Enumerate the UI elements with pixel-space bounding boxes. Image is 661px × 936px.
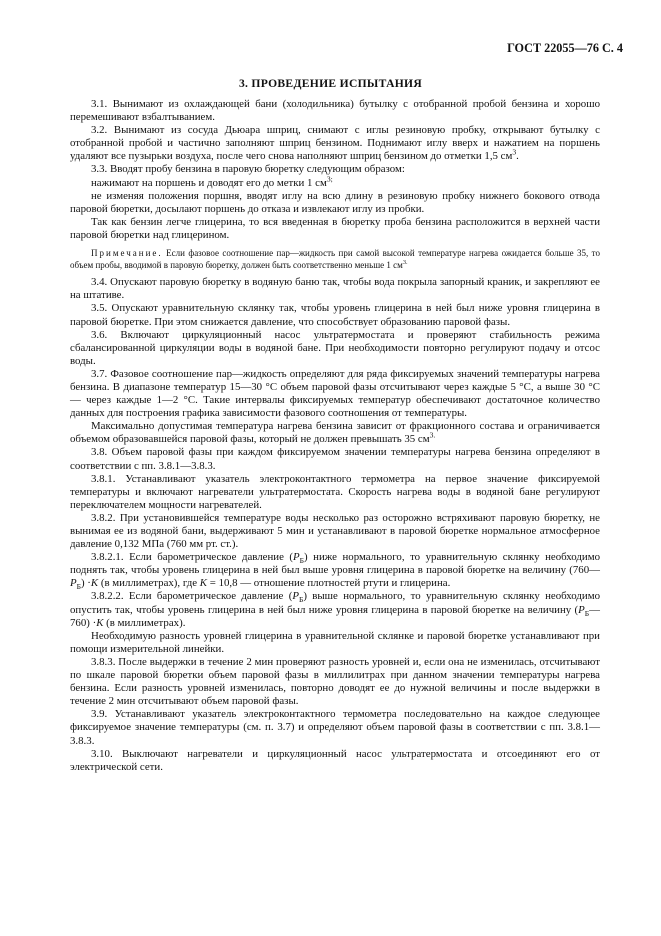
paragraph-3-9: 3.9. Устанавливают указатель электроконтактного термометра последовательно на каждое следующее фиксируемое значение температуры (см. п. 3.7) и определяют объем паровой фазы в соответствии с пп. 3.8.1—3.8.3. bbox=[70, 708, 600, 747]
paragraph-3-10: 3.10. Выключают нагреватели и циркуляционный насос ультратермостата и отсоединяют его от электрической сети. bbox=[70, 747, 600, 773]
paragraph-3-8: 3.8. Объем паровой фазы при каждом фиксируемом значении температуры нагрева бензина определяют в соответствии с пп. 3.8.1—3.8.3. bbox=[70, 446, 600, 472]
page-header: ГОСТ 22055—76 С. 4 bbox=[507, 41, 623, 55]
paragraph-3-3-note: Так как бензин легче глицерина, то вся введенная в бюретку проба бензина расположится в верхней части паровой бюретки над глицерином. bbox=[70, 215, 600, 241]
paragraph-3-8-2-1: 3.8.2.1. Если барометрическое давление $(P_Б)$ ниже нормального, то уравнительную склянку необходимо поднять так, чтобы уровень глицерина в ней был выше уровня глицерина в паровой бюретке на величину $(760—P_Б) \cdot K$ (в миллиметрах), где K = 10,8 — отношение плотностей ртути и глицерина. bbox=[70, 551, 600, 592]
document-body bbox=[70, 98, 600, 774]
paragraph-3-8-1: 3.8.1. Устанавливают указатель электроконтактного термометра на первое значение фиксируемой температуры и включают нагреватели ультратермостата. Скорость нагрева воды в водяной бане регулируют переключателем мощности нагревателей. bbox=[70, 472, 600, 511]
paragraph-3-1: 3.1. Вынимают из охлаждающей бани (холодильника) бутылку с отобранной пробой бензина и хорошо перемешивают взбалтыванием. bbox=[70, 98, 600, 124]
note-label: Примечание. bbox=[91, 248, 163, 259]
paragraph-3-3-step-2: не изменяя положения поршня, вводят иглу на всю длину в резиновую пробку нижнего бокового отвода паровой бюретки, досылают поршень до отказа и извлекают иглу из пробки. bbox=[70, 189, 600, 215]
paragraph-3-8-3: 3.8.3. После выдержки в течение 2 мин проверяют разность уровней и, если она не изменилась, отсчитывают по шкале паровой бюретки объем паровой фазы в миллилитрах при данном значении температуры нагрева бензина. Если разность уровней изменилась, повторно доводят ее до нужной величины и после выдержки в течение 2 мин отсчитывают объем паровой фазы. bbox=[70, 655, 600, 708]
paragraph-3-2: 3.2. Вынимают из сосуда Дьюара шприц, снимают с иглы резиновую пробку, открывают бутылку с отобранной пробой и частично заполняют шприц бензином. Поднимают иглу вверх и нажатием на поршень удаляют все пузырьки воздуха, после чего снова наполняют шприц бензином до отметки 1,5 $см^3$. bbox=[70, 124, 600, 163]
paragraph-3-8-2-levels: Необходимую разность уровней глицерина в уравнительной склянке и паровой бюретке устанавливают при помощи измерительной линейки. bbox=[70, 629, 600, 655]
paragraph-3-7: 3.7. Фазовое соотношение пар—жидкость определяют для ряда фиксируемых значений температуры нагрева бензина. В диапазоне температур 15—30 °С объем паровой фазы отсчитывают через каждые 5 °С, а выше 30 °С — через каждые 1—2 °С. Такие интервалы фиксируемых температур обеспечивают достаточное количество данных для построения графика зависимости фазового соотношения от температуры. bbox=[70, 367, 600, 420]
paragraph-3-6: 3.6. Включают циркуляционный насос ультратермостата и проверяют стабильность режима сбалансированной циркуляции воды в водяной бане. При необходимости повторно регулируют подачу и отсос воды. bbox=[70, 328, 600, 367]
paragraph-3-4: 3.4. Опускают паровую бюретку в водяную баню так, чтобы вода покрыла запорный краник, и закрепляют ее на штативе. bbox=[70, 276, 600, 302]
note: Примечание. Если фазовое соотношение пар—жидкость при самой высокой температуре нагрева ожидается больше 35, то объем пробы, вводимой в паровую бюретку, должен быть соответственно меньше 1 $см^{3.}$ bbox=[70, 248, 600, 270]
section-title: 3. ПРОВЕДЕНИЕ ИСПЫТАНИЯ bbox=[238, 77, 423, 90]
paragraph-3-8-2: 3.8.2. При установившейся температуре воды несколько раз осторожно встряхивают паровую бюретку, не вынимая ее из водяной бани, выдерживают 5 мин и устанавливают в паровой бюретке нормальное атмосферное давление 0,132 МПа (760 мм рт. ст.). bbox=[70, 511, 600, 551]
paragraph-3-3: 3.3. Вводят пробу бензина в паровую бюретку следующим образом: bbox=[91, 163, 405, 176]
paragraph-3-5: 3.5. Опускают уравнительную склянку так, чтобы уровень глицерина в ней был ниже уровня глицерина в паровой бюретке. При этом снижается давление, что способствует образованию паровой фазы. bbox=[70, 302, 600, 328]
paragraph-3-7-max: Максимально допустимая температура нагрева бензина зависит от фракционного состава и ограничивается объемом образовавшейся паровой фазы, который не должен превышать 35 $см^{3.}$ bbox=[70, 420, 600, 446]
note-text: Если фазовое соотношение пар—жидкость при самой высокой температуре нагрева ожидается больше 35, то объем пробы, вводимой в паровую бюретку, должен быть соответственно меньше 1 см bbox=[70, 248, 600, 270]
paragraph-3-8-2-2: 3.8.2.2. Если барометрическое давление $(P_Б)$ выше нормального, то уравнительную склянку необходимо опустить так, чтобы уровень глицерина в ней был ниже уровня глицерина в паровой бюретке на величину $(P_Б—760) \cdot K$ (в миллиметрах). bbox=[70, 590, 600, 629]
paragraph-3-3-step-1: нажимают на поршень и доводят его до метки 1 $см^{3;}$ bbox=[91, 173, 333, 189]
